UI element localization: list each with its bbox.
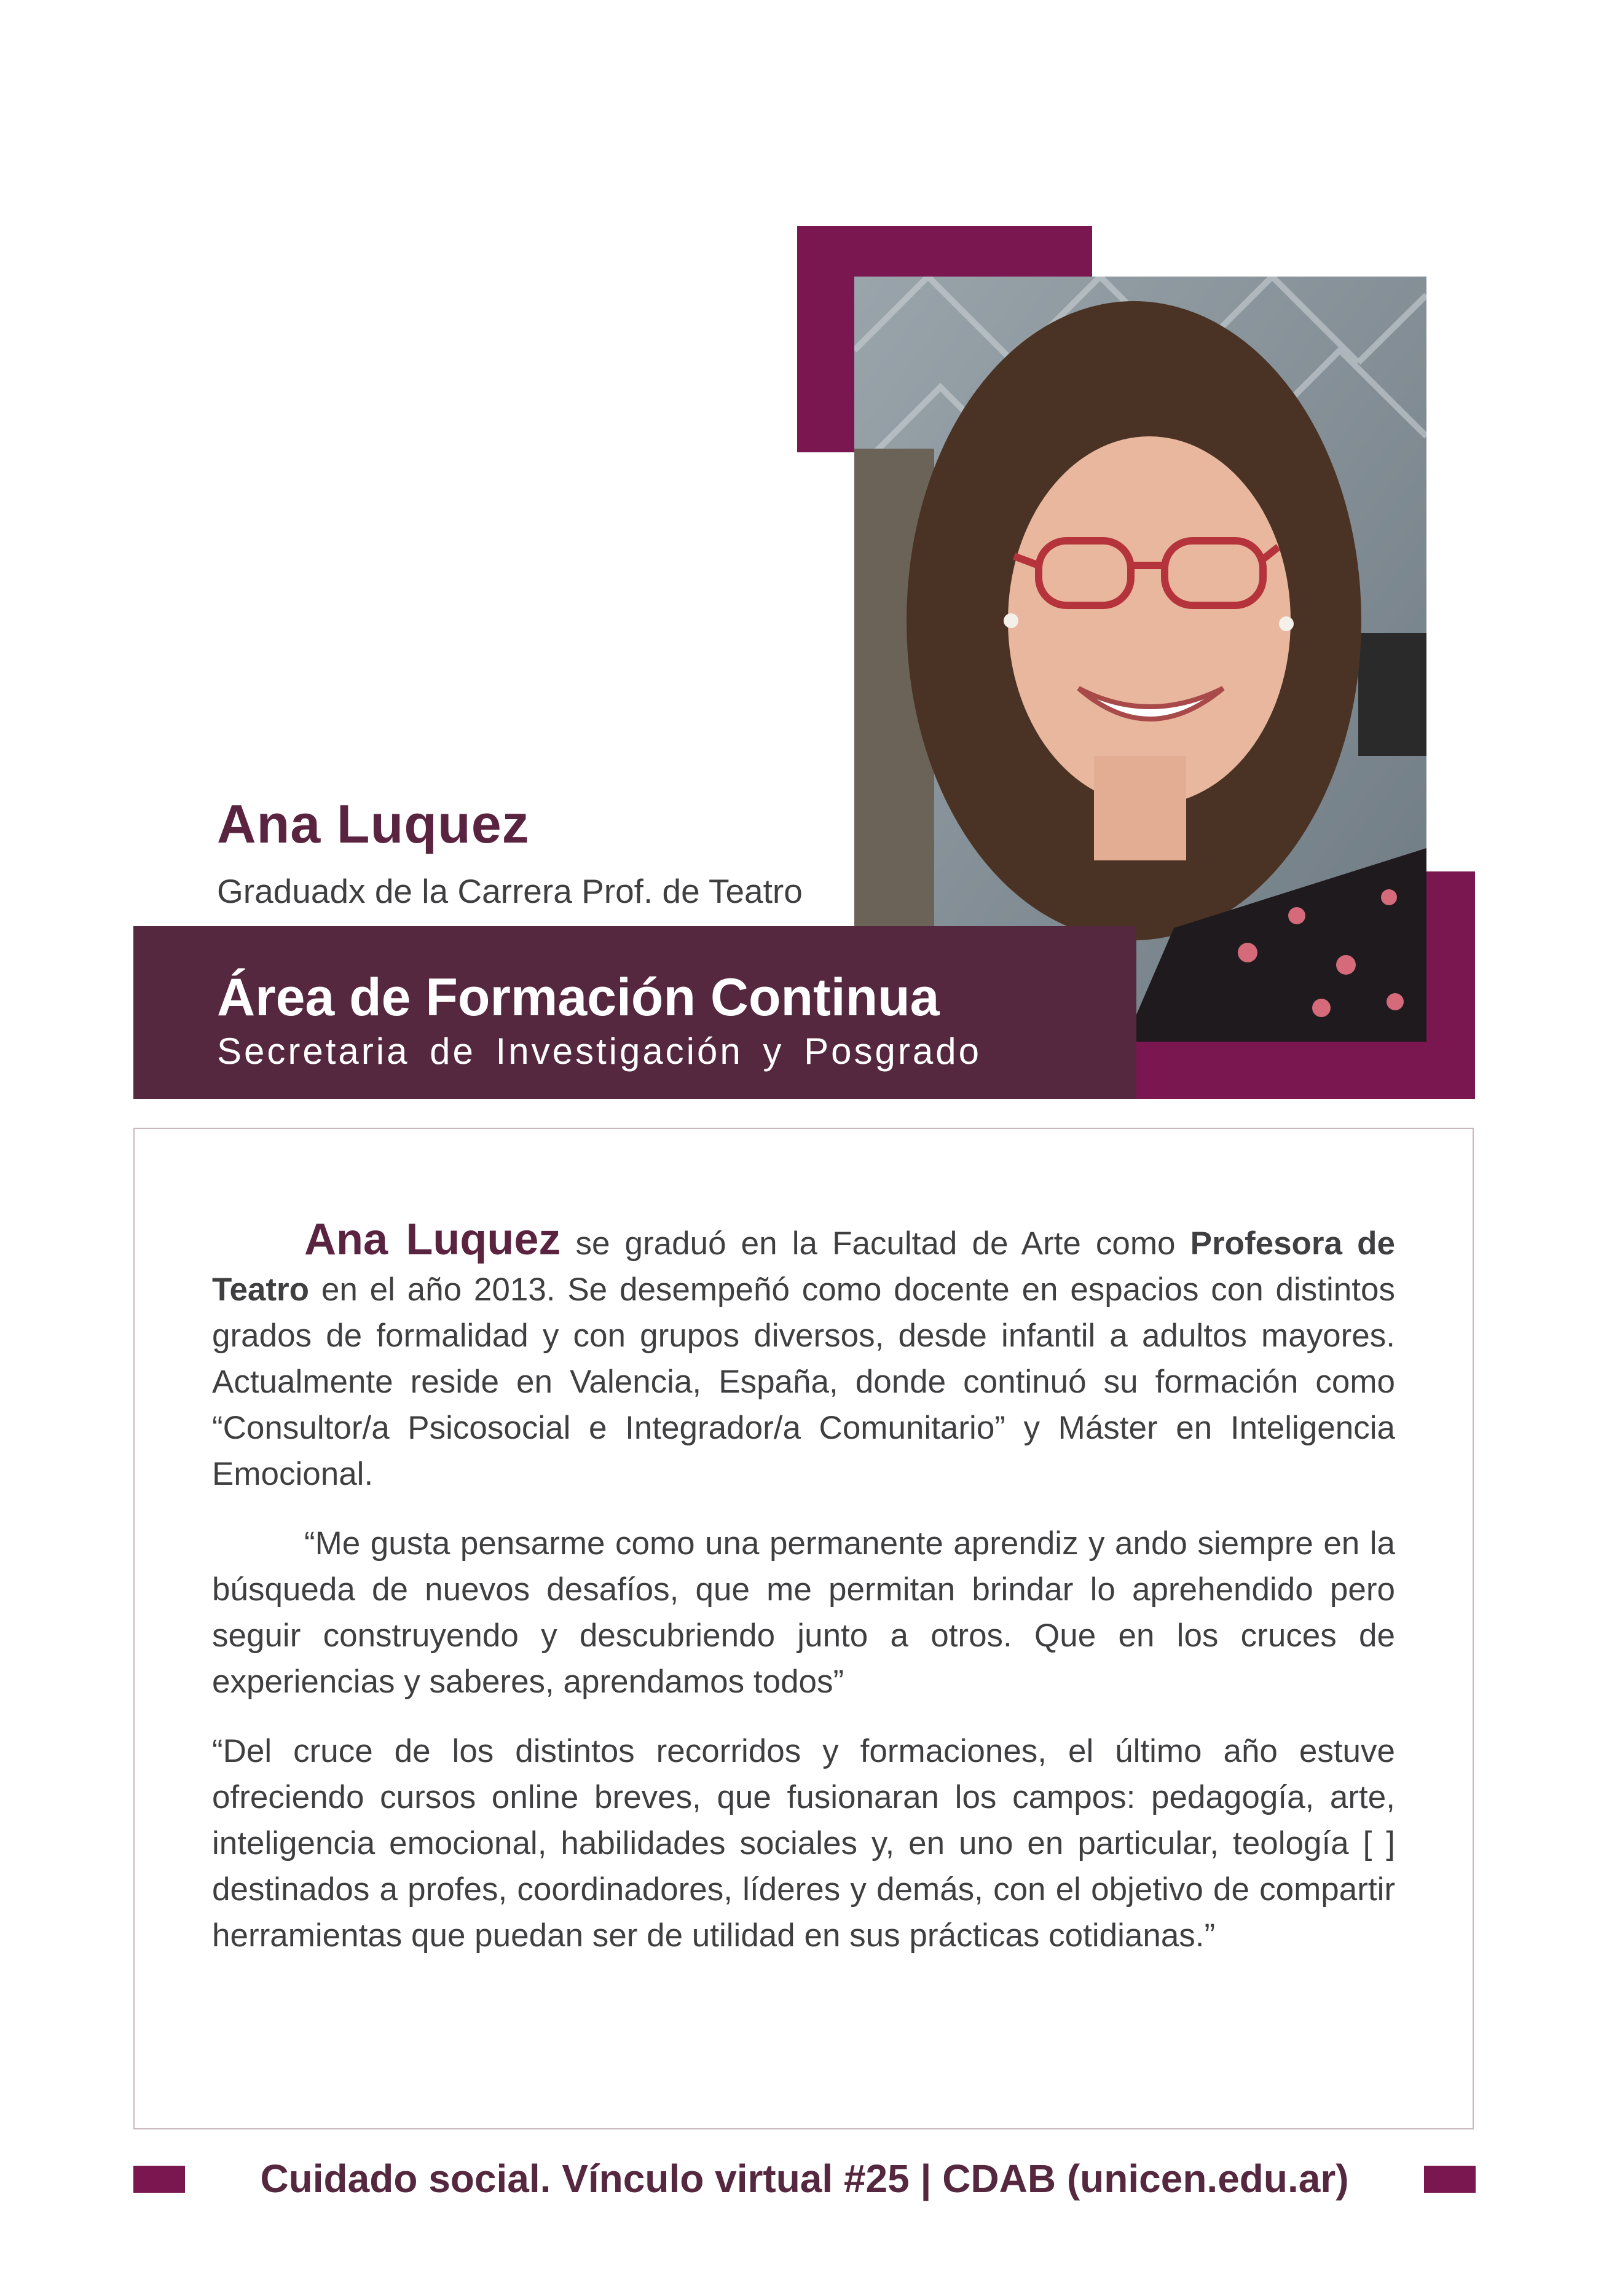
footer-text: Cuidado social. Vínculo virtual #25 | CDAB (unicen.edu.ar) bbox=[260, 2156, 1349, 2201]
bio-paragraph-1 bbox=[212, 1217, 1395, 1497]
bio-p1-text-a: se graduó en la Facultad de Arte como bbox=[561, 1225, 1190, 1262]
bio-paragraph-2: “Me gusta pensarme como una permanente aprendiz y ando siempre en la búsqueda de nuevos desafíos, que me permitan brindar lo aprehendido pero seguir construyendo y descubriendo junto a otros. Que en los cruces de experiencias y saberes, aprendamos todos” bbox=[212, 1525, 1395, 1700]
bio-degree: Profesora de Teatro bbox=[212, 1225, 1395, 1308]
bio-text bbox=[212, 1217, 1395, 1982]
footer-bar-right bbox=[1424, 2166, 1476, 2193]
bio-name: Ana Luquez bbox=[304, 1215, 561, 1264]
person-name: Ana Luquez bbox=[217, 793, 530, 854]
graduate-line: Graduadx de la Carrera Prof. de Teatro bbox=[217, 872, 803, 910]
bio-p1-text-b: en el año 2013. Se desempeñó como docente en espacios con distintos grados de formalidad y con grupos diversos, desde infantil a adultos mayores. Actualmente reside en Valencia, España, donde continuó su formación como “Consultor/a Psicosocial e Integrador/a Comunitario” y Máster en Inteligencia Emocional. bbox=[212, 1272, 1395, 1492]
bio-paragraph-3: “Del cruce de los distintos recorridos y formaciones, el último año estuve ofreciendo cursos online breves, que fusionaran los campos: pedagogía, arte, inteligencia emocional, habilidades sociales y, en uno en particular, teología [ ] destinados a profes, coordinadores, líderes y demás, con el objetivo de compartir herramientas que puedan ser de utilidad en sus prácticas cotidianas.” bbox=[212, 1733, 1395, 1954]
footer-bar-left bbox=[133, 2166, 185, 2193]
area-subtitle: Secretaria de Investigación y Posgrado bbox=[217, 1031, 982, 1072]
area-title: Área de Formación Continua bbox=[217, 968, 940, 1027]
